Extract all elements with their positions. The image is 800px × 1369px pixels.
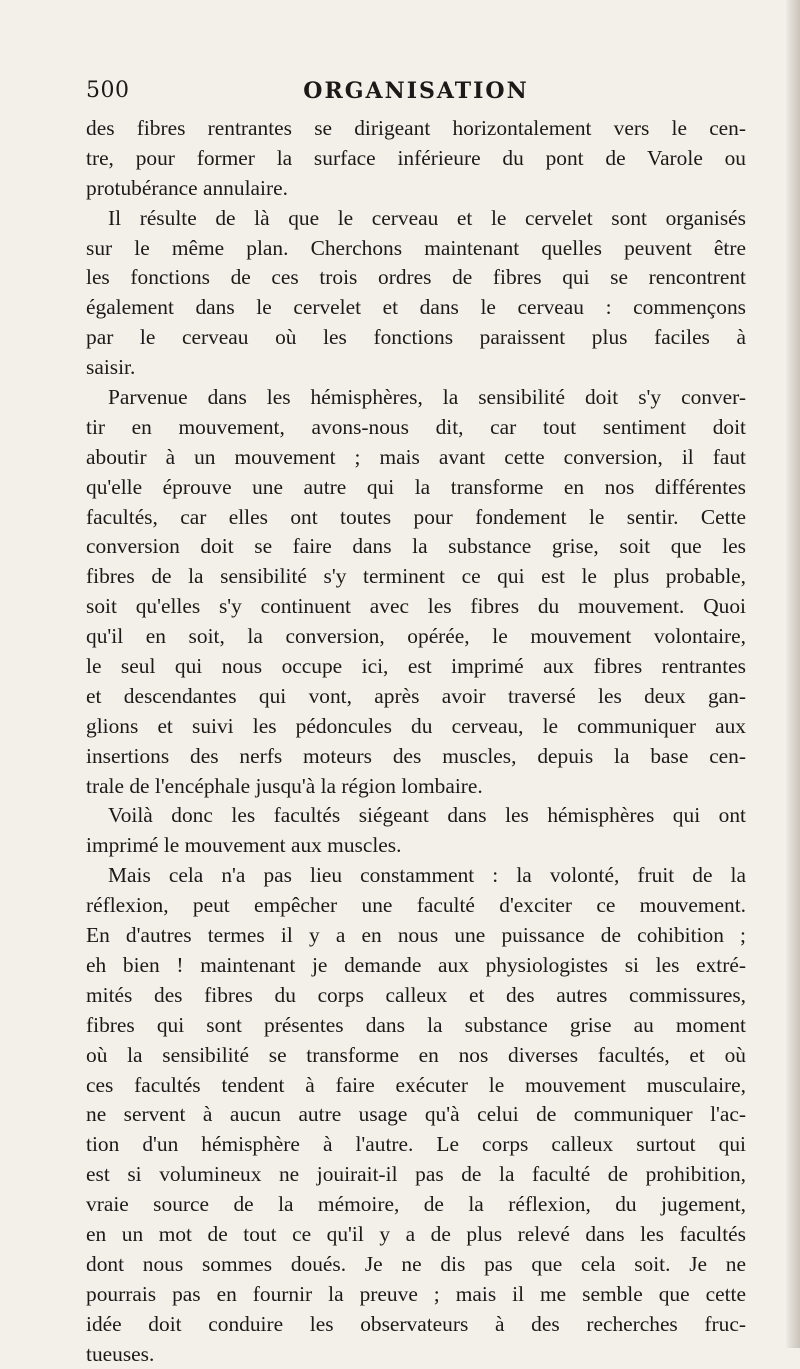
text-line: qu'elle éprouve une autre qui la transforme en nos différentes	[86, 474, 746, 499]
text-line: tueuses.	[86, 1341, 155, 1366]
text-line: par le cerveau où les fonctions paraissent plus faciles à	[86, 325, 746, 350]
text-line: Il résulte de là que le cerveau et le cervelet sont organisés	[108, 205, 746, 230]
body-text	[86, 114, 746, 1369]
text-line: ces facultés tendent à faire exécuter le mouvement musculaire,	[86, 1072, 746, 1097]
text-line: ne servent à aucun autre usage qu'à celui de communiquer l'ac-	[86, 1102, 746, 1127]
text-line: Mais cela n'a pas lieu constamment : la volonté, fruit de la	[108, 863, 746, 888]
running-title: ORGANISATION	[303, 78, 529, 104]
text-line: soit qu'elles s'y continuent avec les fibres du mouvement. Quoi	[86, 594, 746, 619]
text-line: tion d'un hémisphère à l'autre. Le corps calleux surtout qui	[86, 1132, 746, 1157]
text-line: dont nous sommes doués. Je ne dis pas que cela soit. Je ne	[86, 1251, 746, 1276]
text-line: glions et suivi les pédoncules du cerveau, le communiquer aux	[86, 713, 746, 738]
text-line: eh bien ! maintenant je demande aux physiologistes si les extré-	[86, 952, 746, 977]
text-line: tre, pour former la surface inférieure du pont de Varole ou	[86, 145, 746, 170]
page-header	[86, 78, 746, 108]
text-line: fibres de la sensibilité s'y terminent ce qui est le plus probable,	[86, 564, 746, 589]
text-line: aboutir à un mouvement ; mais avant cette conversion, il faut	[86, 444, 746, 469]
text-line: réflexion, peut empêcher une faculté d'exciter ce mouvement.	[86, 893, 746, 918]
text-line: où la sensibilité se transforme en nos diverses facultés, et où	[86, 1042, 746, 1067]
text-line: conversion doit se faire dans la substance grise, soit que les	[86, 534, 746, 559]
text-line: Voilà donc les facultés siégeant dans les hémisphères qui ont	[108, 803, 746, 828]
text-line: les fonctions de ces trois ordres de fibres qui se rencontrent	[86, 265, 746, 290]
page-number: 500	[86, 78, 130, 103]
text-line: également dans le cervelet et dans le cerveau : commençons	[86, 295, 746, 320]
text-line: protubérance annulaire.	[86, 175, 288, 200]
page-edge-shadow	[786, 0, 800, 1348]
text-line: saisir.	[86, 355, 136, 380]
text-line: insertions des nerfs moteurs des muscles, depuis la base cen-	[86, 743, 746, 768]
text-line: le seul qui nous occupe ici, est imprimé aux fibres rentrantes	[86, 654, 746, 679]
text-line: sur le même plan. Cherchons maintenant quelles peuvent être	[86, 235, 746, 260]
text-line: qu'il en soit, la conversion, opérée, le mouvement volontaire,	[86, 624, 746, 649]
text-line: idée doit conduire les observateurs à des recherches fruc-	[86, 1311, 746, 1336]
text-line: En d'autres termes il y a en nous une puissance de cohibition ;	[86, 923, 746, 948]
text-line: trale de l'encéphale jusqu'à la région lombaire.	[86, 773, 483, 798]
text-line: en un mot de tout ce qu'il y a de plus relevé dans les facultés	[86, 1221, 746, 1246]
text-line: tir en mouvement, avons-nous dit, car tout sentiment doit	[86, 414, 746, 439]
text-line: Parvenue dans les hémisphères, la sensibilité doit s'y conver-	[108, 385, 746, 410]
text-line: et descendantes qui vont, après avoir traversé les deux gan-	[86, 683, 746, 708]
text-line: vraie source de la mémoire, de la réflexion, du jugement,	[86, 1192, 746, 1217]
text-line: fibres qui sont présentes dans la substance grise au moment	[86, 1012, 746, 1037]
text-line: est si volumineux ne jouirait-il pas de la faculté de prohibition,	[86, 1162, 746, 1187]
text-line: des fibres rentrantes se dirigeant horizontalement vers le cen-	[86, 116, 746, 140]
text-line: pourrais pas en fournir la preuve ; mais il me semble que cette	[86, 1281, 746, 1306]
text-line: mités des fibres du corps calleux et des autres commissures,	[86, 982, 746, 1007]
text-line: imprimé le mouvement aux muscles.	[86, 833, 402, 858]
text-line: facultés, car elles ont toutes pour fondement le sentir. Cette	[86, 504, 746, 529]
